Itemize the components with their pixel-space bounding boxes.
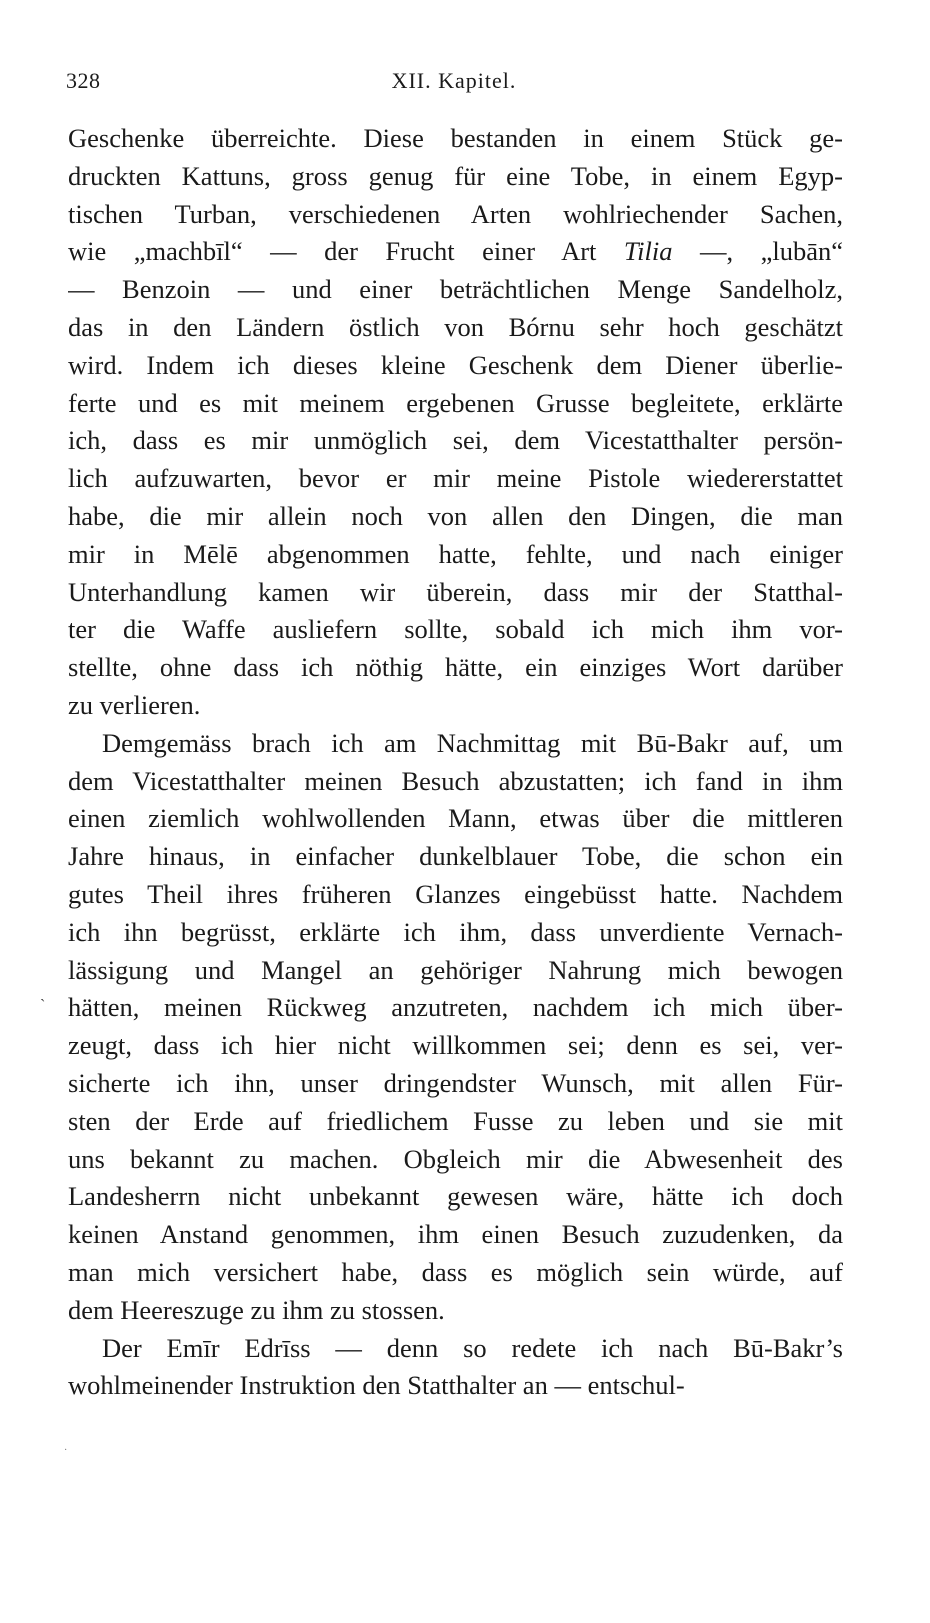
page-number: 328 xyxy=(66,68,101,93)
paragraph xyxy=(68,1330,843,1406)
text-line: Landesherrn nicht unbekannt gewesen wäre, hätte ich doch xyxy=(68,1181,843,1212)
text-line: lässigung und Mangel an gehöriger Nahrung mich bewogen xyxy=(68,954,843,985)
paragraph xyxy=(68,120,843,725)
text-line: Der Emīr Edrīss — denn so redete ich nach Bū-Bakr’s xyxy=(102,1332,843,1363)
text-line: Demgemäss brach ich am Nachmittag mit Bū-Bakr auf, um xyxy=(102,727,843,758)
text-line: wohlmeinender Instruktion den Statthalter an — entschul- xyxy=(68,1370,685,1401)
text-line: ich, dass es mir unmöglich sei, dem Vicestatthalter persön- xyxy=(68,425,843,456)
page-header xyxy=(66,68,842,108)
text-line: wird. Indem ich dieses kleine Geschenk dem Diener überlie- xyxy=(68,349,843,380)
margin-dot: · xyxy=(64,1445,68,1456)
text-line: tischen Turban, verschiedenen Arten wohlriechender Sachen, xyxy=(68,198,843,229)
text-line: lich aufzuwarten, bevor er mir meine Pistole wiedererstattet xyxy=(68,463,843,494)
text-line: zu verlieren. xyxy=(68,689,201,720)
text-line: zeugt, dass ich hier nicht willkommen sei; denn es sei, ver- xyxy=(68,1030,843,1061)
text-line: uns bekannt zu machen. Obgleich mir die Abwesenheit des xyxy=(68,1143,843,1174)
paragraph xyxy=(68,725,843,1330)
text-line: dem Heereszuge zu ihm zu stossen. xyxy=(68,1294,445,1325)
text-line: Jahre hinaus, in einfacher dunkelblauer Tobe, die schon ein xyxy=(68,841,843,872)
text-line: hätten, meinen Rückweg anzutreten, nachdem ich mich über- xyxy=(68,992,843,1023)
text-line: ferte und es mit meinem ergebenen Grusse begleitete, erklärte xyxy=(68,387,843,418)
text-line: stellte, ohne dass ich nöthig hätte, ein einziges Wort darüber xyxy=(68,652,843,683)
italic-term: Tilia xyxy=(623,236,673,267)
running-head: XII. Kapitel. xyxy=(391,68,517,93)
text-line: wie „machbīl“ — der Frucht einer Art Tilia —, „lubān“ xyxy=(68,236,843,267)
text-line: gutes Theil ihres früheren Glanzes eingebüsst hatte. Nachdem xyxy=(68,878,843,909)
text-line: keinen Anstand genommen, ihm einen Besuch zuzudenken, da xyxy=(68,1219,843,1250)
text-line: mir in Mēlē abgenommen hatte, fehlte, und nach einiger xyxy=(68,538,843,569)
text-line: man mich versichert habe, dass es möglich sein würde, auf xyxy=(68,1256,843,1287)
text-line: Geschenke überreichte. Diese bestanden in einem Stück ge- xyxy=(68,123,843,153)
text-line: Unterhandlung kamen wir überein, dass mir der Statthal- xyxy=(68,576,843,607)
margin-mark: ˎ xyxy=(40,985,46,1002)
text-line: dem Vicestatthalter meinen Besuch abzustatten; ich fand in ihm xyxy=(68,765,843,796)
text-line: einen ziemlich wohlwollenden Mann, etwas über die mittleren xyxy=(68,803,843,834)
text-line: ich ihn begrüsst, erklärte ich ihm, dass unverdiente Vernach- xyxy=(68,916,843,947)
text-line: — Benzoin — und einer beträchtlichen Menge Sandelholz, xyxy=(68,274,843,305)
text-line: sten der Erde auf friedlichem Fusse zu leben und sie mit xyxy=(68,1105,843,1136)
body-text xyxy=(68,120,843,1405)
text-line: druckten Kattuns, gross genug für eine Tobe, in einem Egyp- xyxy=(68,160,843,191)
text-line: habe, die mir allein noch von allen den Dingen, die man xyxy=(68,500,843,531)
text-line: sicherte ich ihn, unser dringendster Wunsch, mit allen Für- xyxy=(68,1067,843,1098)
text-line: ter die Waffe ausliefern sollte, sobald ich mich ihm vor- xyxy=(68,614,843,645)
text-line: das in den Ländern östlich von Bórnu sehr hoch geschätzt xyxy=(68,311,843,342)
